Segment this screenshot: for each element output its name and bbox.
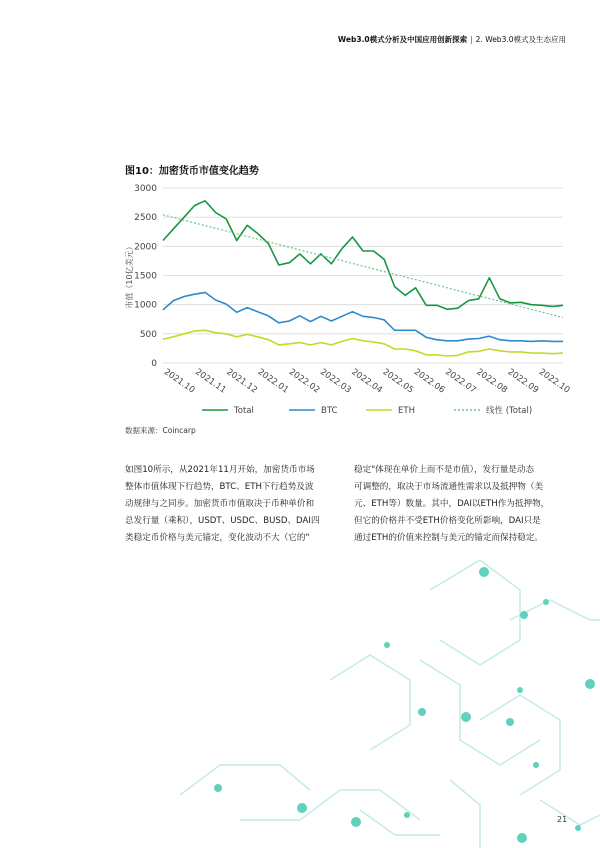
deco-line — [430, 560, 520, 665]
y-tick-label: 0 — [151, 359, 157, 369]
body-line: 通过ETH的价值来控制与美元的锚定而保持稳定。 — [354, 533, 544, 543]
x-tick-label: 2022.05 — [380, 367, 416, 396]
deco-line — [360, 810, 440, 835]
deco-node — [506, 718, 514, 726]
body-line: 如图10所示，从2021年11月开始，加密货币市场 — [125, 465, 315, 475]
x-tick-label: 2021.11 — [193, 367, 228, 396]
deco-node — [404, 812, 410, 818]
page-header — [338, 34, 566, 45]
deco-line — [420, 660, 540, 765]
body-line: 类稳定币价格与美元锚定，变化波动不大（它的" — [125, 533, 310, 543]
x-tick-label: 2022.03 — [318, 367, 353, 396]
body-line: 稳定"体现在单价上而不是市值），发行量是动态 — [354, 465, 535, 475]
deco-line — [240, 790, 420, 820]
deco-node — [543, 599, 549, 605]
deco-node — [585, 679, 595, 689]
x-tick-label: 2021.12 — [224, 367, 259, 396]
section-title: 2. Web3.0模式及生态应用 — [475, 35, 566, 44]
legend-label: Total — [234, 406, 254, 416]
body-line: 但它的价格并不受ETH价格变化所影响，DAI只是 — [354, 516, 541, 526]
y-tick-label: 1500 — [134, 271, 157, 282]
body-line: 可调整的，取决于市场流通性需求以及抵押物（美 — [354, 482, 544, 492]
deco-line — [480, 695, 560, 795]
deco-node — [214, 784, 222, 792]
deco-line — [450, 780, 480, 848]
deco-node — [461, 712, 471, 722]
deco-line — [330, 655, 410, 750]
figure-source: 数据来源：Coincarp — [125, 426, 196, 435]
deco-node — [520, 611, 528, 619]
deco-node — [384, 642, 390, 648]
y-tick-label: 3000 — [134, 184, 157, 194]
body-line: 元、ETH等）数量。其中，DAI以ETH作为抵押物， — [354, 499, 550, 509]
legend-label: BTC — [321, 406, 338, 416]
deco-node — [479, 567, 489, 577]
body-line: 总发行量（乘积），USDT、USDC、BUSD、DAI四 — [125, 516, 320, 526]
y-tick-label: 1000 — [134, 300, 157, 311]
body-right-column — [354, 462, 576, 547]
header-separator: | — [470, 35, 473, 44]
report-title: Web3.0模式分析及中国应用创新探索 — [337, 35, 468, 44]
legend-label: ETH — [398, 406, 415, 416]
x-tick-label: 2022.06 — [411, 367, 447, 396]
x-tick-label: 2022.09 — [505, 367, 541, 396]
x-tick-label: 2022.01 — [255, 367, 291, 396]
x-tick-label: 2022.07 — [443, 367, 478, 396]
deco-line — [180, 765, 310, 795]
y-tick-label: 500 — [139, 329, 157, 340]
y-tick-label: 2500 — [134, 213, 157, 224]
body-line: 整体市值体现下行趋势，BTC、ETH下行趋势及波 — [125, 482, 314, 492]
x-tick-label: 2022.02 — [286, 367, 322, 396]
page-number: 21 — [557, 815, 568, 824]
deco-node — [533, 762, 539, 768]
deco-node — [351, 817, 361, 827]
deco-node — [575, 825, 581, 831]
x-tick-label: 2022.04 — [349, 367, 384, 396]
decorative-network-graphic — [180, 560, 600, 848]
x-tick-label: 2022.10 — [536, 367, 572, 396]
deco-node — [517, 833, 527, 843]
legend-label: 线性 (Total) — [486, 406, 533, 416]
body-left-column — [125, 462, 337, 547]
deco-node — [517, 687, 523, 693]
x-tick-label: 2021.10 — [161, 367, 197, 396]
body-line: 动规律与之同步。加密货币市值取决于币种单价和 — [125, 499, 315, 509]
x-tick-label: 2022.08 — [474, 367, 509, 396]
deco-line — [540, 800, 600, 825]
deco-node — [297, 803, 307, 813]
figure-title: 图10：加密货币市值变化趋势 — [125, 166, 259, 177]
market-cap-chart — [118, 178, 578, 423]
deco-node — [418, 708, 426, 716]
y-axis-label: 市值（10亿美元） — [125, 242, 134, 309]
y-tick-label: 2000 — [134, 242, 157, 253]
